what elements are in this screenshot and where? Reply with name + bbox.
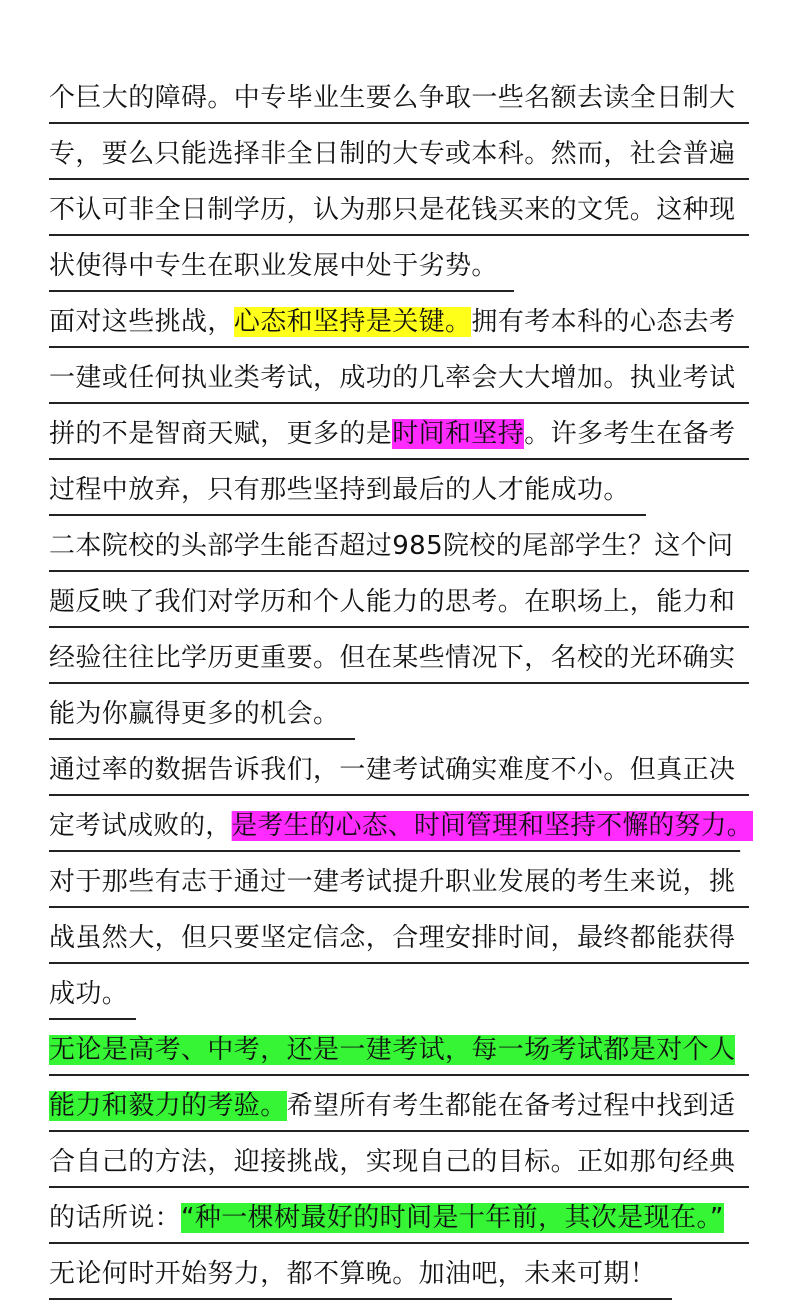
text-segment: 对于那些有志于通过一建考试提升职业发展的考生来说，挑 — [49, 867, 736, 897]
text-segment: 拼的不是智商天赋，更多的是 — [49, 419, 393, 449]
text-line — [49, 1248, 754, 1304]
text-line — [49, 408, 754, 464]
text-line — [49, 632, 754, 688]
text-line — [49, 688, 754, 744]
text-line — [49, 240, 754, 296]
text-line — [49, 520, 754, 576]
text-segment: 通过率的数据告诉我们，一建考试确实难度不小。但真正决 — [49, 755, 736, 785]
text-line — [49, 128, 754, 184]
text-line — [49, 1192, 754, 1248]
highlight-yellow: 心态和坚持是关键。 — [233, 307, 472, 337]
highlight-green: 无论是高考、中考，还是一建考试，每一场考试都是对个人 — [49, 1035, 736, 1065]
text-line — [49, 1136, 754, 1192]
text-line — [49, 1024, 754, 1080]
text-line — [49, 912, 754, 968]
text-line — [49, 856, 754, 912]
text-segment: 经验往往比学历更重要。但在某些情况下，名校的光环确实 — [49, 643, 736, 673]
text-segment: 过程中放弃，只有那些坚持到最后的人才能成功。 — [49, 475, 630, 505]
text-line — [49, 576, 754, 632]
text-segment: 二本院校的头部学生能否超过985院校的尾部学生？这个问 — [49, 531, 734, 561]
highlight-magenta: 时间和坚持 — [392, 419, 525, 449]
text-segment: 无论何时开始努力，都不算晚。加油吧，未来可期！ — [49, 1259, 657, 1289]
highlight-magenta: 是考生的心态、时间管理和坚持不懈的努力。 — [231, 811, 753, 841]
text-segment: 不认可非全日制学历，认为那只是花钱买来的文凭。这种现 — [49, 195, 736, 225]
text-segment: 希望所有考生都能在备考过程中找到适 — [286, 1091, 736, 1121]
text-segment: 战虽然大，但只要坚定信念，合理安排时间，最终都能获得 — [49, 923, 736, 953]
article-text — [49, 72, 754, 1304]
text-segment: 个巨大的障碍。中专毕业生要么争取一些名额去读全日制大 — [49, 83, 736, 113]
text-segment: 一建或任何执业类考试，成功的几率会大大增加。执业考试 — [49, 363, 736, 393]
text-line — [49, 184, 754, 240]
text-segment: 的话所说： — [49, 1203, 182, 1233]
text-line — [49, 800, 754, 856]
highlight-green: “种一棵树最好的时间是十年前，其次是现在。” — [181, 1203, 724, 1233]
text-segment: 。许多考生在备考 — [524, 419, 736, 449]
text-line — [49, 744, 754, 800]
text-segment: 专，要么只能选择非全日制的大专或本科。然而，社会普遍 — [49, 139, 736, 169]
text-segment: 面对这些挑战， — [49, 307, 234, 337]
text-segment: 成功。 — [49, 979, 129, 1009]
text-line — [49, 296, 754, 352]
text-segment: 拥有考本科的心态去考 — [471, 307, 736, 337]
text-line — [49, 464, 754, 520]
text-segment: 能为你赢得更多的机会。 — [49, 699, 340, 729]
text-segment: 状使得中专生在职业发展中处于劣势。 — [49, 251, 498, 281]
highlight-green: 能力和毅力的考验。 — [49, 1091, 287, 1121]
text-segment: 定考试成败的， — [49, 811, 232, 841]
text-line — [49, 72, 754, 128]
text-line — [49, 1080, 754, 1136]
text-line — [49, 968, 754, 1024]
text-segment: 题反映了我们对学历和个人能力的思考。在职场上，能力和 — [49, 587, 736, 617]
text-segment: 合自己的方法，迎接挑战，实现自己的目标。正如那句经典 — [49, 1147, 736, 1177]
text-line — [49, 352, 754, 408]
